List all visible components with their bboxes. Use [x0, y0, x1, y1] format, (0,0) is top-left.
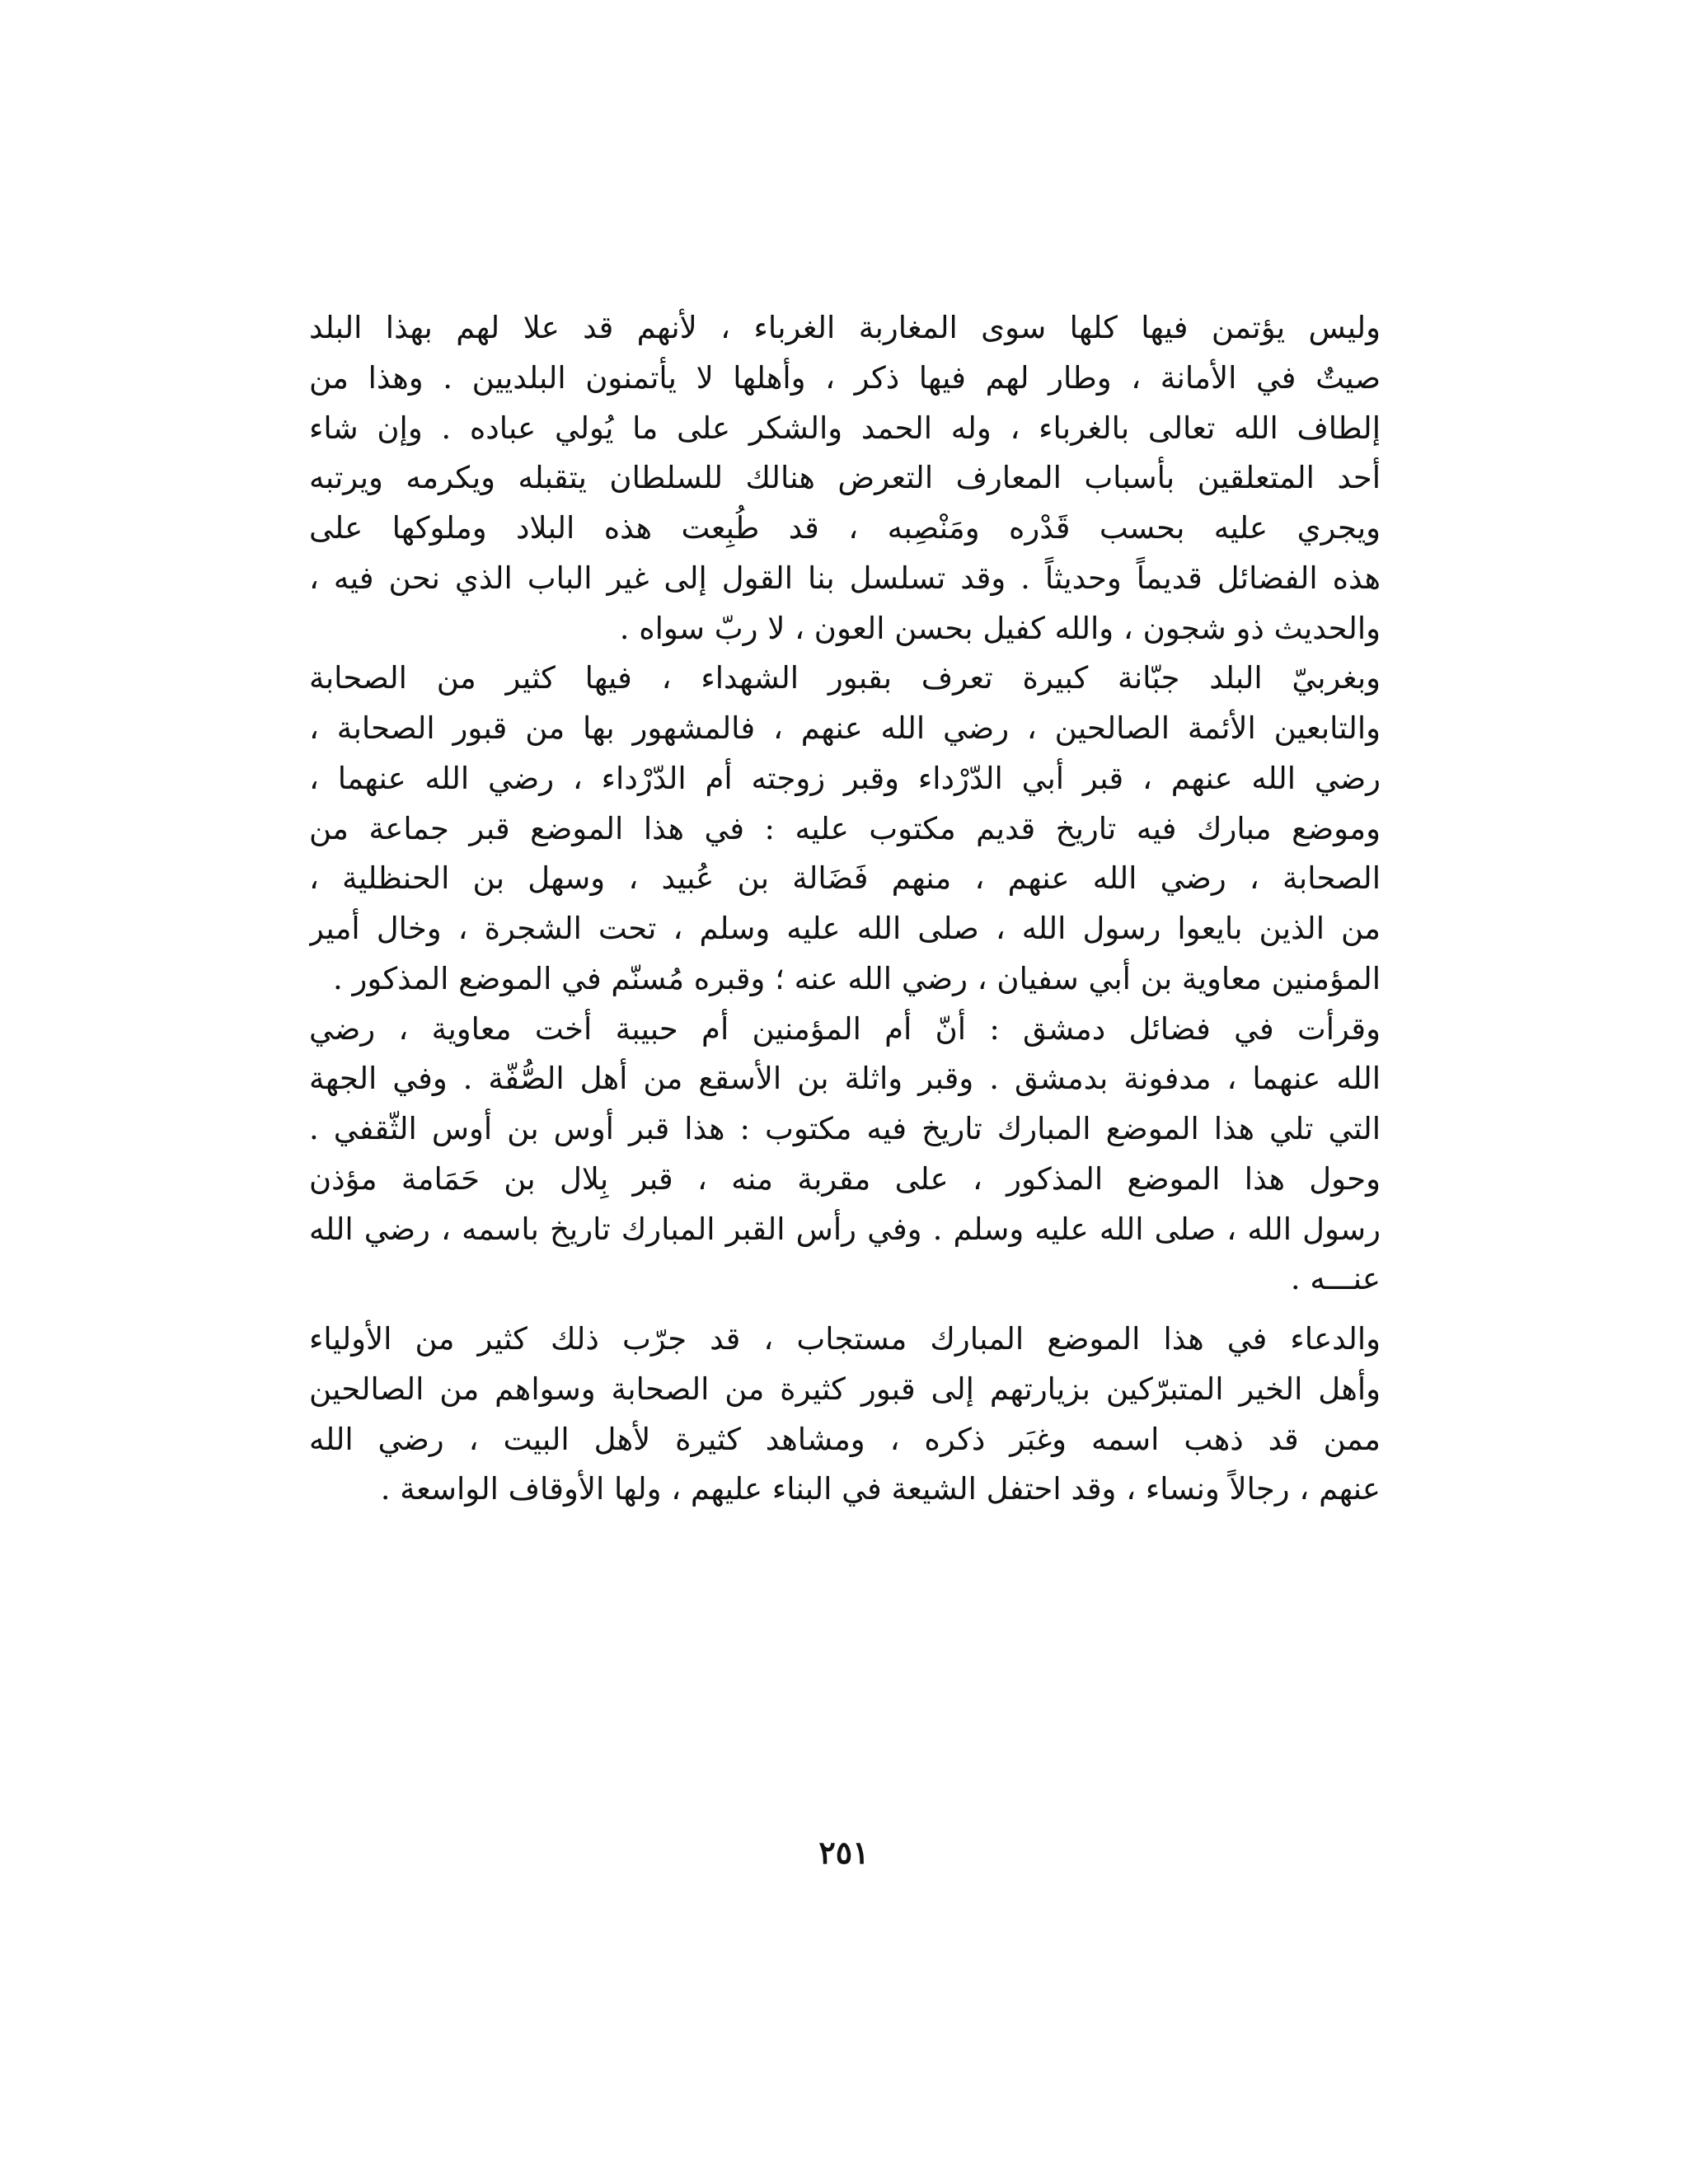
text-line: رضي الله عنهم ، قبر أبي الدّرْداء وقبر زوجته أم الدّرْداء ، رضي الله عنهما ، — [309, 760, 1381, 796]
text-line: وليس يؤتمن فيها كلها سوى المغاربة الغرباء ، لأنهم قد علا لهم بهذا البلد — [309, 310, 1381, 345]
text-line: وأهل الخير المتبرّكين بزيارتهم إلى قبور كثيرة من الصحابة وسواهم من الصالحين — [309, 1371, 1381, 1407]
page-number: ٢٥١ — [818, 1834, 870, 1871]
text-line: والدعاء في هذا الموضع المبارك مستجاب ، قد جرّب ذلك كثير من الأولياء — [309, 1321, 1381, 1357]
text-line: عنـــه . — [1290, 1261, 1381, 1297]
text-line: الله عنهما ، مدفونة بدمشق . وقبر واثلة بن الأسقع من أهل الصُّفّة . وفي الجهة — [309, 1061, 1381, 1097]
paragraph-1 — [309, 303, 1381, 654]
paragraph-spacer — [309, 1305, 1381, 1315]
paragraph-2 — [309, 654, 1381, 1004]
text-line: ويجري عليه بحسب قَدْره ومَنْصِبه ، قد طُبِعت هذه البلاد وملوكها على — [309, 510, 1381, 546]
text-line: رسول الله ، صلى الله عليه وسلم . وفي رأس القبر المبارك تاريخ باسمه ، رضي الله — [309, 1211, 1381, 1247]
text-line: أحد المتعلقين بأسباب المعارف التعرض هنالك للسلطان يتقبله ويكرمه ويرتبه — [309, 460, 1381, 496]
text-line: وحول هذا الموضع المذكور ، على مقربة منه ، قبر بِلال بن حَمَامة مؤذن — [309, 1160, 1381, 1197]
paragraph-4 — [309, 1315, 1381, 1515]
text-line: التي تلي هذا الموضع المبارك تاريخ فيه مكتوب : هذا قبر أوس بن أوس الثّقفي . — [309, 1111, 1381, 1146]
text-line: صيتٌ في الأمانة ، وطار لهم فيها ذكر ، وأهلها لا يأتمنون البلديين . وهذا من — [309, 359, 1381, 396]
text-line: هذه الفضائل قديماً وحديثاً . وقد تسلسل بنا القول إلى غير الباب الذي نحن فيه ، — [309, 560, 1381, 596]
text-line: ممن قد ذهب اسمه وغبَر ذكره ، ومشاهد كثيرة لأهل البيت ، رضي الله — [309, 1421, 1381, 1457]
text-line: وقرأت في فضائل دمشق : أنّ أم المؤمنين أم حبيبة أخت معاوية ، رضي — [309, 1010, 1381, 1047]
text-line: عنهم ، رجالاً ونساء ، وقد احتفل الشيعة في البناء عليهم ، ولها الأوقاف الواسعة . — [380, 1471, 1381, 1507]
text-line: من الذين بايعوا رسول الله ، صلى الله عليه وسلم ، تحت الشجرة ، وخال أمير — [309, 911, 1381, 946]
text-line: الصحابة ، رضي الله عنهم ، منهم فَضَالة بن عُبيد ، وسهل بن الحنظلية ، — [309, 860, 1381, 897]
text-line: وموضع مبارك فيه تاريخ قديم مكتوب عليه : في هذا الموضع قبر جماعة من — [309, 810, 1381, 846]
text-line: وبغربيّ البلد جبّانة كبيرة تعرف بقبور الشهداء ، فيها كثير من الصحابة — [309, 660, 1381, 696]
paragraph-3 — [309, 1005, 1381, 1305]
text-line: والحديث ذو شجون ، والله كفيل بحسن العون ، لا ربّ سواه . — [619, 610, 1381, 646]
text-line: إلطاف الله تعالى بالغرباء ، وله الحمد والشكر على ما يُولي عباده . وإن شاء — [309, 410, 1381, 446]
text-line: والتابعين الأئمة الصالحين ، رضي الله عنهم ، فالمشهور بها من قبور الصحابة ، — [309, 710, 1381, 746]
text-line: المؤمنين معاوية بن أبي سفيان ، رضي الله عنه ؛ وقبره مُسنّم في الموضع المذكور . — [332, 960, 1381, 996]
body-text — [309, 303, 1381, 1515]
